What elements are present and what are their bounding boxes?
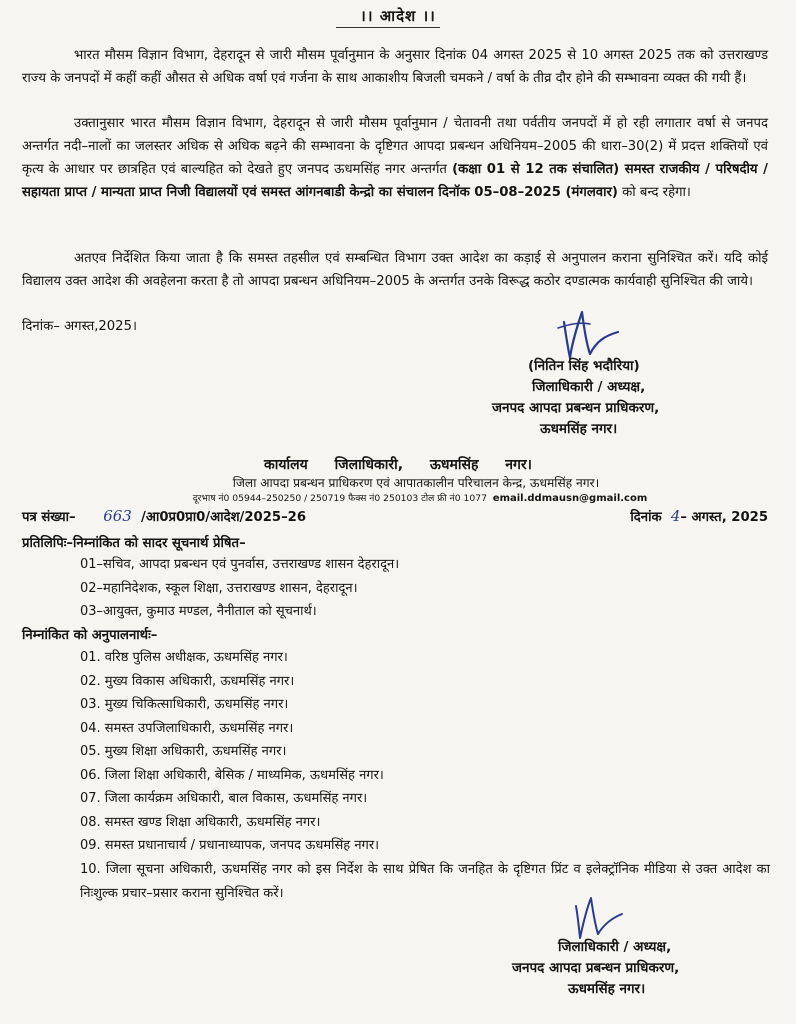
contact-email: email.ddmausn@gmail.com bbox=[492, 493, 648, 504]
list-item: 02. मुख्य विकास अधिकारी, ऊधमसिंह नगर। bbox=[80, 673, 295, 689]
paragraph-compliance-directive: अतएव निर्देशित किया जाता है कि समस्त तहसील एवं सम्बन्धित विभाग उक्त आदेश का कड़ाई से अनुपालन कराना सुनिश्चित करें। यदि कोई विद्यालय उक्त आदेश की अवहेलना करता है तो आपदा प्रबन्धन अधिनियम–2005 के अन्तर्गत उनके विरूद्ध कठोर दण्डात्मक कार्यवाही सुनिश्चित की जाये। bbox=[22, 251, 768, 289]
closure-order-text: उक्तानुसार भारत मौसम विज्ञान विभाग, देहरादून से जारी मौसम पूर्वानुमान / चेतावनी तथा पर्वतीय जनपदों में हो रही लगातार वर्षा से जनपद अन्तर्गत नदी–नालों का जलस्तर अधिक से अधिक बढ़ने की सम्भावना के दृष्टिगत आपदा प्रबन्धन अधिनियम–2005 की धारा–30(2) में प्रदत्त शक्तियों एवं कृत्य के आधार पर छात्रहित एवं बाल्यहित को देखते हुए जनपद ऊधमसिंह नगर अन्तर्गत bbox=[22, 116, 768, 177]
reference-number: 663 bbox=[103, 507, 132, 525]
title-underline bbox=[336, 27, 440, 28]
list-item: 09. समस्त प्रधानाचार्य / प्रधानाध्यापक, जनपद ऊधमसिंह नगर। bbox=[80, 838, 380, 853]
signatory-place: ऊधमसिंह नगर। bbox=[568, 981, 646, 997]
signatory-designation: जिलाधिकारी / अध्यक्ष, bbox=[558, 939, 672, 955]
list-item: 06. जिला शिक्षा अधिकारी, बेसिक / माध्यमिक, ऊधमसिंह नगर। bbox=[80, 767, 384, 783]
copy-to-list bbox=[80, 553, 399, 624]
office-contact bbox=[120, 491, 720, 504]
paragraph-weather-forecast: भारत मौसम विज्ञान विभाग, देहरादून से जारी मौसम पूर्वानुमान के अनुसार दिनांक 04 अगस्त 2025 से 10 अगस्त 2025 तक को उत्तराखण्ड राज्य के जनपदों में कहीं कहीं औसत से अधिक वर्षा एवं गर्जना के साथ आकाशीय बिजली चमकने / वर्षा के तीव्र दौर होने की सम्भावना व्यक्त की गयी हैं। bbox=[22, 48, 768, 86]
order-date: दिनांक– अगस्त,2025। bbox=[22, 319, 137, 334]
office-heading: कार्यालय जिलाधिकारी, ऊधमसिंह नगर। bbox=[264, 457, 532, 473]
signature-block bbox=[512, 937, 772, 1000]
contact-numbers: दूरभाष नं0 05944–250250 / 250719 फैक्स नं0 250103 टोल फ्री नं0 1077 bbox=[192, 493, 487, 504]
signatory-place: ऊधमसिंह नगर। bbox=[540, 421, 618, 437]
list-item: 03. मुख्य चिकित्साधिकारी, ऊधमसिंह नगर। bbox=[80, 697, 289, 712]
reference-suffix: /आ0प्र0प्रा0/आदेश/2025–26 bbox=[141, 510, 307, 525]
list-item: 03–आयुक्त, कुमाउ मण्डल, नैनीताल को सूचनार्थ। bbox=[80, 604, 317, 619]
list-item: 02–महानिदेशक, स्कूल शिक्षा, उत्तराखण्ड शासन, देहरादून। bbox=[80, 580, 358, 596]
compliance-heading: निम्नांकित को अनुपालनार्थः– bbox=[22, 628, 158, 643]
closure-order-end: को बन्द रहेगा। bbox=[622, 185, 691, 200]
list-item: 01–सचिव, आपदा प्रबन्धन एवं पुनर्वास, उत्तराखण्ड शासन देहरादून। bbox=[80, 557, 400, 572]
list-item: 04. समस्त उपजिलाधिकारी, ऊधमसिंह नगर। bbox=[80, 720, 294, 736]
copy-to-heading: प्रतिलिपिः–निम्नांकित को सादर सूचनार्थ प्रेषित– bbox=[22, 536, 246, 551]
letter-reference bbox=[22, 507, 768, 525]
list-item: 05. मुख्य शिक्षा अधिकारी, ऊधमसिंह नगर। bbox=[80, 744, 287, 759]
handwritten-signature bbox=[568, 888, 628, 944]
signatory-name: (नितिन सिंह भदौरिया) bbox=[528, 358, 640, 374]
list-item: 08. समस्त खण्ड शिक्षा अधिकारी, ऊधमसिंह नगर। bbox=[80, 814, 321, 830]
reference-date bbox=[630, 507, 768, 525]
reference-label: पत्र संख्या– bbox=[22, 510, 76, 525]
order-title: ।। आदेश ।। bbox=[360, 7, 436, 25]
reference-date-label: दिनांक bbox=[630, 510, 662, 525]
compliance-list bbox=[80, 646, 770, 906]
paragraph-closure-order bbox=[22, 112, 768, 204]
reference-date-rest: – अगस्त, 2025 bbox=[680, 510, 768, 525]
list-item: 07. जिला कार्यक्रम अधिकारी, बाल विकास, ऊधमसिंह नगर। bbox=[80, 791, 368, 806]
handwritten-signature bbox=[556, 302, 626, 364]
closure-order-highlight: (कक्षा 01 से 12 तक संचालित) समस्त राजकीय / परिषदीय / सहायता प्राप्त / मान्यता प्राप्त निजी विद्यालयों एवं समस्त आंगनबाडी केन्द्रो का संचालन दिनॉक 05–08–2025 (मंगलवार) bbox=[22, 162, 768, 200]
signatory-authority: जनपद आपदा प्रबन्धन प्राधिकरण, bbox=[512, 960, 680, 976]
reference-date-day: 4 bbox=[670, 507, 681, 525]
signatory-authority: जनपद आपदा प्रबन्धन प्राधिकरण, bbox=[492, 400, 660, 416]
signatory-designation: जिलाधिकारी / अध्यक्ष, bbox=[532, 379, 646, 395]
list-item: 01. वरिष्ठ पुलिस अधीक्षक, ऊधमसिंह नगर। bbox=[80, 650, 288, 665]
signature-block bbox=[492, 356, 768, 440]
office-subheading: जिला आपदा प्रबन्धन प्राधिकरण एवं आपातकालीन परिचालन केन्द्र, ऊधमसिंह नगर। bbox=[232, 476, 600, 490]
list-item: 10. जिला सूचना अधिकारी, ऊधमसिंह नगर को इस निर्देश के साथ प्रेषित कि जनहित के दृष्टिगत प्रिंट व इलेक्ट्रॉनिक मीडिया से उक्त आदेश का निःशुल्क प्रचार–प्रसार कराना सुनिश्चित करें। bbox=[80, 861, 770, 901]
